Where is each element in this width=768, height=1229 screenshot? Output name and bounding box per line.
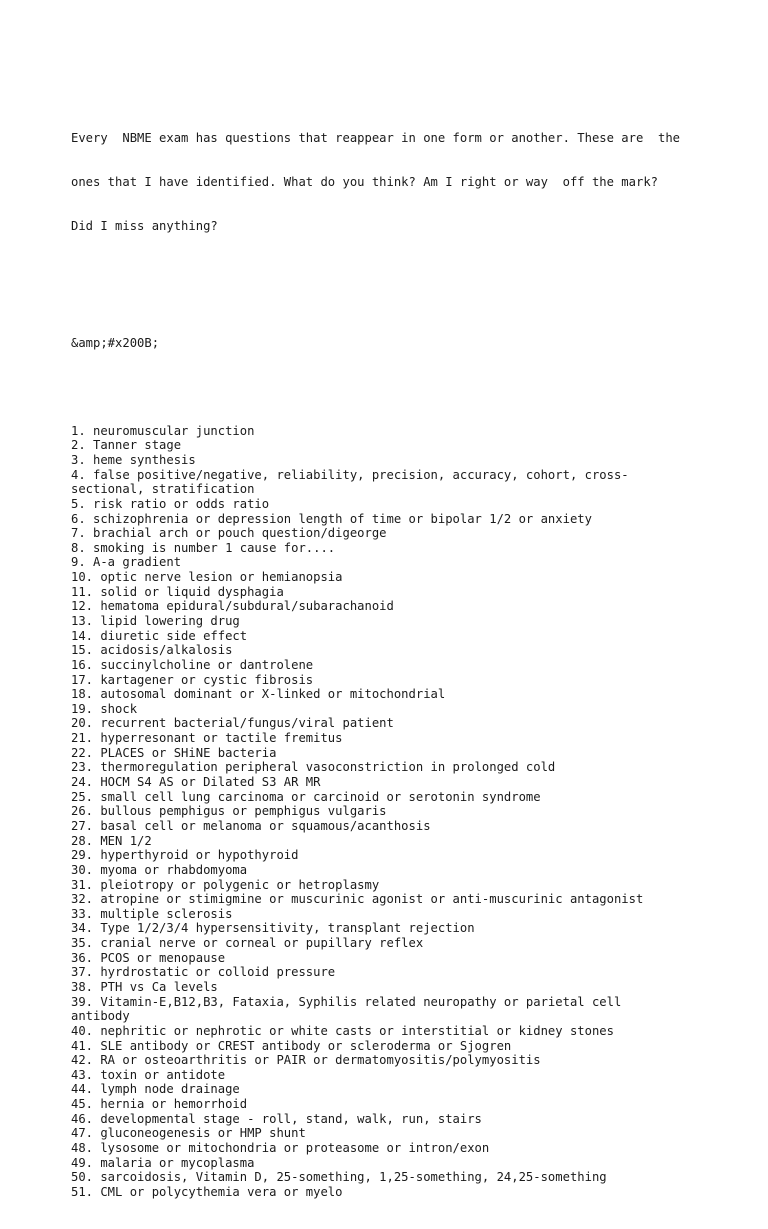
list-item-line: antibody	[71, 1009, 130, 1024]
list-item-line: 28. MEN 1/2	[71, 833, 152, 848]
list-item-line: 1. neuromuscular junction	[71, 423, 255, 438]
list-item	[71, 585, 751, 600]
list-item-line: 39. Vitamin-E,B12,B3, Fataxia, Syphilis related neuropathy or parietal cell	[71, 994, 622, 1009]
list-item-line: 6. schizophrenia or depression length of time or bipolar 1/2 or anxiety	[71, 511, 592, 526]
list-item	[71, 1185, 751, 1200]
list-item-line: 14. diuretic side effect	[71, 628, 248, 643]
list-item	[71, 614, 751, 629]
list-item-line: 11. solid or liquid dysphagia	[71, 584, 284, 599]
list-item-line: 30. myoma or rhabdomyoma	[71, 862, 248, 877]
list-item	[71, 512, 751, 527]
list-item	[71, 936, 751, 951]
list-item	[71, 1082, 751, 1097]
list-item-line: 22. PLACES or SHiNE bacteria	[71, 745, 277, 760]
intro-line: ones that I have identified. What do you think? Am I right or way off the mark?	[71, 174, 658, 189]
list-item-line: 19. shock	[71, 701, 138, 716]
list-item	[71, 468, 751, 497]
list-item-line: 49. malaria or mycoplasma	[71, 1155, 255, 1170]
intro-paragraph	[71, 101, 751, 262]
document-body	[71, 72, 751, 1229]
list-item-line: 45. hernia or hemorrhoid	[71, 1097, 248, 1112]
list-item-line: 15. acidosis/alkalosis	[71, 643, 233, 658]
list-item	[71, 892, 751, 907]
list-item	[71, 424, 751, 439]
list-item	[71, 1068, 751, 1083]
list-item-line: 41. SLE antibody or CREST antibody or scleroderma or Sjogren	[71, 1038, 512, 1053]
list-item-line: 26. bullous pemphigus or pemphigus vulgaris	[71, 804, 387, 819]
list-item-line: 24. HOCM S4 AS or Dilated S3 AR MR	[71, 775, 321, 790]
list-item-line: sectional, stratification	[71, 482, 255, 497]
list-item-line: 47. gluconeogenesis or HMP shunt	[71, 1126, 306, 1141]
list-item	[71, 702, 751, 717]
list-item	[71, 834, 751, 849]
list-item-line: 33. multiple sclerosis	[71, 906, 233, 921]
list-item-line: 21. hyperresonant or tactile fremitus	[71, 731, 343, 746]
list-item-line: 18. autosomal dominant or X-linked or mitochondrial	[71, 687, 446, 702]
list-item	[71, 731, 751, 746]
list-item-line: 36. PCOS or menopause	[71, 950, 226, 965]
list-item	[71, 643, 751, 658]
list-item	[71, 453, 751, 468]
list-item	[71, 1170, 751, 1185]
list-item-line: 25. small cell lung carcinoma or carcinoid or serotonin syndrome	[71, 789, 541, 804]
list-item	[71, 819, 751, 834]
list-item-line: 13. lipid lowering drug	[71, 613, 240, 628]
list-item-line: 7. brachial arch or pouch question/digeorge	[71, 526, 387, 541]
list-item	[71, 1053, 751, 1068]
list-item	[71, 1141, 751, 1156]
list-item-line: 5. risk ratio or odds ratio	[71, 496, 270, 511]
list-item-line: 16. succinylcholine or dantrolene	[71, 657, 314, 672]
list-item-line: 32. atropine or stimigmine or muscurinic agonist or anti-muscurinic antagonist	[71, 892, 644, 907]
list-item	[71, 775, 751, 790]
list-item	[71, 497, 751, 512]
list-item-line: 46. developmental stage - roll, stand, walk, run, stairs	[71, 1111, 482, 1126]
intro-line: Every NBME exam has questions that reappear in one form or another. These are the	[71, 130, 681, 145]
list-item-line: 10. optic nerve lesion or hemianopsia	[71, 570, 343, 585]
entity-line: &amp;#x200B;	[71, 335, 160, 350]
list-item-line: 43. toxin or antidote	[71, 1067, 226, 1082]
list-item	[71, 1112, 751, 1127]
list-item-line: 27. basal cell or melanoma or squamous/acanthosis	[71, 818, 431, 833]
list-item	[71, 848, 751, 863]
list-item	[71, 951, 751, 966]
list-item-line: 23. thermoregulation peripheral vasoconstriction in prolonged cold	[71, 760, 556, 775]
topic-list	[71, 424, 751, 1200]
list-item-line: 51. CML or polycythemia vera or myelo	[71, 1184, 343, 1199]
list-item-line: 8. smoking is number 1 cause for....	[71, 540, 336, 555]
list-item-line: 29. hyperthyroid or hypothyroid	[71, 848, 299, 863]
list-item-line: 42. RA or osteoarthritis or PAIR or dermatomyositis/polymyositis	[71, 1053, 541, 1068]
list-item-line: 31. pleiotropy or polygenic or hetroplasmy	[71, 877, 380, 892]
blank-line	[71, 380, 751, 395]
list-item-line: 12. hematoma epidural/subdural/subarachanoid	[71, 599, 394, 614]
list-item-line: 3. heme synthesis	[71, 452, 196, 467]
list-item	[71, 965, 751, 980]
list-item-line: 34. Type 1/2/3/4 hypersensitivity, transplant rejection	[71, 921, 475, 936]
list-item-line: 50. sarcoidosis, Vitamin D, 25-something, 1,25-something, 24,25-something	[71, 1170, 607, 1185]
list-item	[71, 629, 751, 644]
list-item	[71, 907, 751, 922]
list-item	[71, 921, 751, 936]
list-item	[71, 673, 751, 688]
list-item	[71, 555, 751, 570]
list-item-line: 2. Tanner stage	[71, 438, 182, 453]
list-item-line: 9. A-a gradient	[71, 555, 182, 570]
list-item	[71, 1097, 751, 1112]
list-item-line: 48. lysosome or mitochondria or proteasome or intron/exon	[71, 1141, 490, 1156]
list-item	[71, 878, 751, 893]
list-item	[71, 746, 751, 761]
list-item-line: 40. nephritic or nephrotic or white casts or interstitial or kidney stones	[71, 1023, 614, 1038]
list-item-line: 37. hyrdrostatic or colloid pressure	[71, 965, 336, 980]
list-item	[71, 658, 751, 673]
list-item-line: 20. recurrent bacterial/fungus/viral patient	[71, 716, 394, 731]
list-item	[71, 995, 751, 1024]
list-item	[71, 687, 751, 702]
list-item-line: 44. lymph node drainage	[71, 1082, 240, 1097]
list-item	[71, 541, 751, 556]
list-item-line: 4. false positive/negative, reliability, precision, accuracy, cohort, cross-	[71, 467, 629, 482]
blank-line	[71, 292, 751, 307]
list-item	[71, 716, 751, 731]
list-item	[71, 438, 751, 453]
list-item	[71, 980, 751, 995]
list-item	[71, 760, 751, 775]
list-item	[71, 1024, 751, 1039]
list-item	[71, 804, 751, 819]
list-item	[71, 1039, 751, 1054]
list-item	[71, 1156, 751, 1171]
list-item-line: 17. kartagener or cystic fibrosis	[71, 672, 314, 687]
list-item	[71, 599, 751, 614]
list-item-line: 38. PTH vs Ca levels	[71, 980, 218, 994]
list-item	[71, 790, 751, 805]
intro-line: Did I miss anything?	[71, 218, 218, 233]
list-item	[71, 863, 751, 878]
list-item	[71, 526, 751, 541]
list-item	[71, 570, 751, 585]
list-item-line: 35. cranial nerve or corneal or pupillary reflex	[71, 936, 424, 951]
list-item	[71, 1126, 751, 1141]
